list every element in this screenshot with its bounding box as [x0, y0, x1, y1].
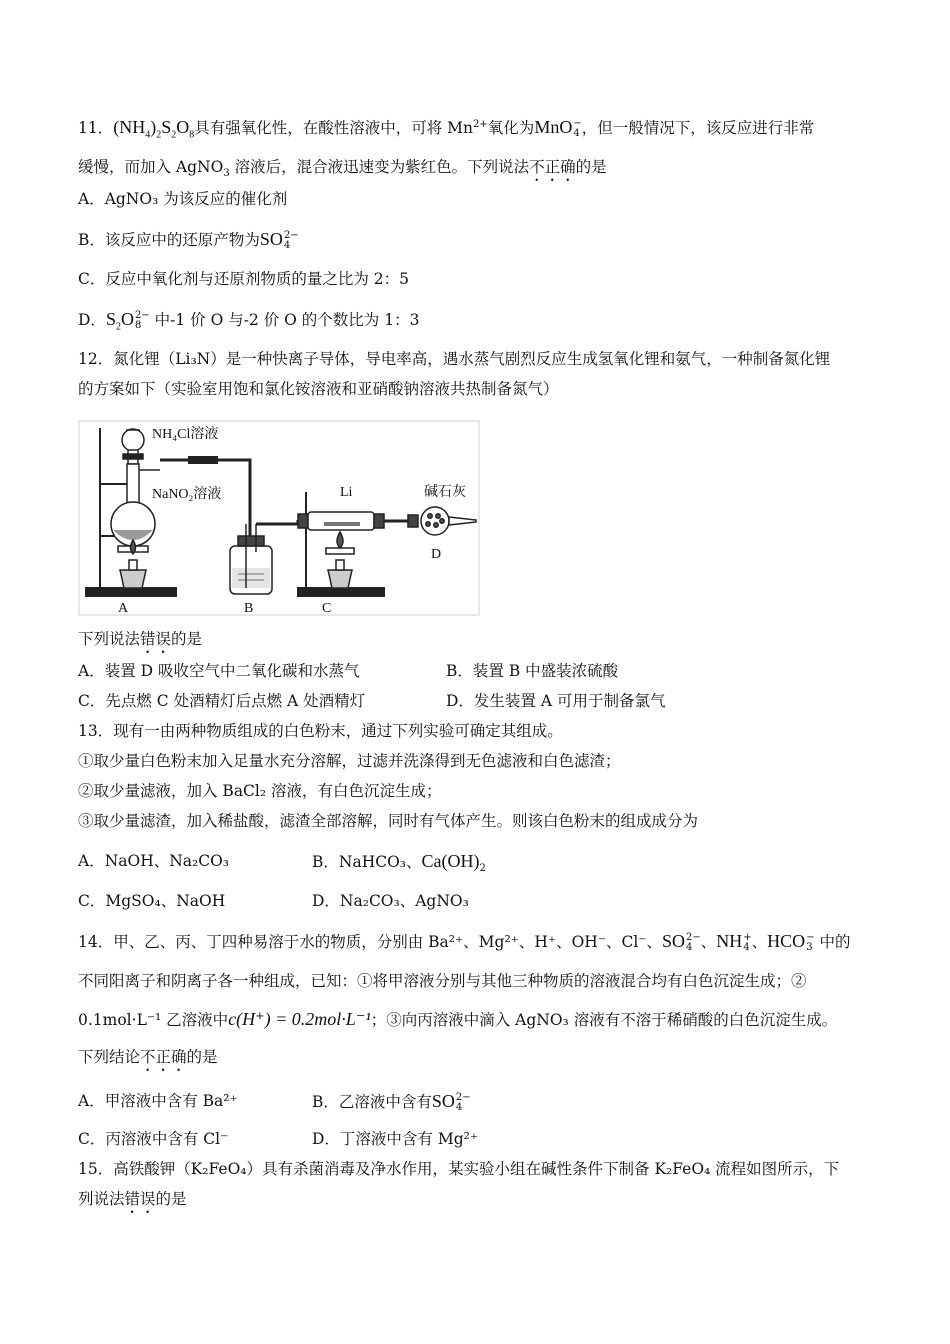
reaction-tube-c	[298, 512, 384, 530]
q14-option-b-chem: SO	[431, 1091, 455, 1111]
q11-option-d-scripts	[135, 311, 150, 331]
q11-emphasis: 不正确	[529, 158, 576, 176]
q14-stem-post: 的是	[186, 1048, 218, 1066]
q11-formula-a-sub2: 2	[156, 129, 162, 141]
q14-ion-so4-scripts	[686, 933, 701, 953]
q11-formula-b-s: S	[161, 117, 172, 137]
label-b: B	[244, 601, 254, 616]
q13-step1: ①取少量白色粉末加入足量水充分溶解，过滤并洗涤得到无色滤液和白色滤渣；	[78, 752, 621, 770]
q15-line2	[78, 1188, 187, 1217]
label-d: D	[431, 547, 442, 562]
q11-option-a: A．AgNO₃ 为该反应的催化剂	[78, 190, 288, 208]
q13-step2: ②取少量滤液，加入 BaCl₂ 溶液，有白色沉淀生成；	[78, 782, 442, 800]
q11-option-b-sub: 4	[283, 240, 291, 251]
q14-ion-so4: SO	[661, 931, 685, 951]
q11-line2-sub: 3	[223, 168, 230, 180]
q11-option-b	[78, 228, 299, 251]
q14-line3	[78, 1008, 837, 1031]
q14-ion-hco3-sub: 3	[806, 942, 813, 953]
q14-emphasis: 不正确	[140, 1048, 187, 1066]
q12-option-d: D．发生装置 A 可用于制备氯气	[446, 692, 666, 710]
q11-text3: ，但一般情况下，该反应进行非常	[581, 119, 815, 137]
label-li: Li	[340, 485, 353, 500]
q14-ion-hco3-sup: −	[806, 932, 815, 943]
q13-option-b-text: B．NaHCO₃、	[312, 853, 422, 871]
q11-option-d-sup: 2−	[134, 310, 150, 321]
q12-option-c: C．先点燃 C 处酒精灯后点燃 A 处酒精灯	[78, 692, 366, 710]
q11-option-d-chem	[105, 309, 134, 333]
q14-ion-nh4-sub: 4	[743, 942, 750, 953]
q11-option-b-chem: SO	[259, 229, 283, 249]
q14-line3-post: ；③向丙溶液中滴入 AgNO₃ 溶液有不溶于稀硝酸的白色沉淀生成。	[370, 1011, 838, 1029]
q13-option-b	[312, 850, 486, 873]
q11-mno4-sup: −	[573, 118, 582, 129]
q12-line2: 的方案如下（实验室用饱和氯化铵溶液和亚硝酸钠溶液共热制备氮气）	[78, 380, 559, 398]
q12-option-a: A．装置 D 吸收空气中二氧化碳和水蒸气	[78, 662, 360, 680]
q14-option-b	[312, 1090, 471, 1113]
q14-line3-chem: c(H⁺) = 0.2mol·L⁻¹	[228, 1009, 371, 1029]
q13-line1: 13．现有一由两种物质组成的白色粉末，通过下列实验可确定其组成。	[78, 722, 563, 740]
q11-formula-b	[161, 117, 195, 141]
q11-option-d-label: D．	[78, 311, 106, 329]
rubber-joint-ab	[188, 456, 218, 464]
q13-option-b-sub: 2	[479, 863, 486, 875]
q14-sep1: 、	[700, 933, 717, 951]
label-a: A	[118, 601, 129, 616]
q11-mno4: MnO	[534, 117, 573, 137]
q11-text2: 氧化为	[487, 119, 535, 137]
q11-number: 11．	[78, 119, 114, 137]
q14-option-b-sup: 2−	[455, 1092, 471, 1103]
q11-line1	[78, 116, 814, 139]
q11-mno4-scripts	[573, 119, 581, 139]
q11-line2	[78, 156, 607, 185]
q14-ion-so4-sup: 2−	[686, 932, 701, 943]
q12-option-b: B．装置 B 中盛装浓硫酸	[446, 662, 619, 680]
q12-emphasis: 错误	[140, 630, 172, 648]
q14-ion-hco3: HCO	[767, 931, 806, 951]
q14-option-b-sub: 4	[455, 1102, 463, 1113]
q11-option-d-sub1: 2	[115, 321, 121, 333]
q14-sep2: 、	[751, 933, 768, 951]
q11-formula-a-sub: 4	[145, 129, 151, 141]
q11-option-d-s: S	[105, 309, 116, 329]
q12-line1: 12．氮化锂（Li₃N）是一种快离子导体，导电率高，遇水蒸气剧烈反应生成氢氧化锂和氨气，一种制备氮化锂	[78, 350, 831, 368]
q11-option-d-text: 中-1 价 O 与-2 价 O 的个数比为 1：3	[149, 311, 420, 329]
q13-step3: ③取少量滤渣，加入稀盐酸，滤渣全部溶解，同时有气体产生。则该白色粉末的组成成分为	[78, 812, 699, 830]
q12-stem-post: 的是	[171, 630, 203, 648]
q14-stem-pre: 下列结论	[78, 1048, 141, 1066]
q12-stem-pre: 下列说法	[78, 630, 141, 648]
q11-line2a: 缓慢，而加入 AgNO	[78, 158, 224, 176]
q11-formula-b-sub2: 8	[189, 129, 195, 141]
apparatus-diagram	[78, 420, 480, 616]
label-soda-lime: 碱石灰	[424, 485, 466, 500]
q13-option-a: A．NaOH、Na₂CO₃	[78, 852, 230, 870]
q14-line3-pre: 0.1mol·L⁻¹ 乙溶液中	[78, 1011, 229, 1029]
q15-line2-post: 的是	[155, 1190, 187, 1208]
q11-line2c: 的是	[575, 158, 607, 176]
label-nano2: NaNO₂溶液	[152, 487, 222, 502]
q11-option-d	[78, 308, 419, 331]
q11-option-d-sub2: 8	[134, 320, 142, 331]
q11-formula-a-close: )	[150, 117, 157, 137]
separatory-funnel	[122, 429, 144, 464]
q15-emphasis: 错误	[124, 1190, 156, 1208]
q14-line1-post: 中的	[814, 933, 851, 951]
q11-option-b-text: B．该反应中的还原产物为	[78, 231, 260, 249]
q13-option-c: C．MgSO₄、NaOH	[78, 892, 226, 910]
q11-formula-a	[113, 117, 162, 141]
q14-option-a: A．甲溶液中含有 Ba²⁺	[78, 1092, 238, 1110]
q11-mno4-sub: 4	[573, 128, 580, 139]
q11-line2b: 溶液后，混合液迅速变为紫红色。下列说法	[229, 158, 530, 176]
q14-ion-so4-sub: 4	[686, 942, 693, 953]
q12-stem	[78, 628, 202, 657]
q11-formula-a-text: (NH	[113, 117, 146, 137]
q11-option-b-sup: 2−	[283, 230, 299, 241]
q14-ion-nh4: NH	[716, 931, 743, 951]
q13-option-d: D．Na₂CO₃、AgNO₃	[312, 892, 469, 910]
label-c: C	[322, 601, 332, 616]
q11-mn-charge: 2+	[473, 118, 488, 130]
q11-text1: 具有强氧化性，在酸性溶液中，可将 Mn	[194, 119, 474, 137]
q13-option-b-chem: Ca(OH)	[421, 851, 480, 871]
q14-ion-nh4-sup: +	[743, 932, 752, 943]
q14-line1-pre: 14．甲、乙、丙、丁四种易溶于水的物质，分别由 Ba²⁺、Mg²⁺、H⁺、OH⁻、Cl⁻、	[78, 933, 662, 951]
q14-stem	[78, 1046, 218, 1075]
q14-option-c: C．丙溶液中含有 Cl⁻	[78, 1130, 229, 1148]
q14-line1	[78, 930, 851, 953]
q11-formula-b-sub1: 2	[171, 129, 177, 141]
q11-option-d-o: O	[120, 309, 134, 329]
q14-ion-nh4-scripts	[743, 933, 751, 953]
q14-ion-hco3-scripts	[806, 933, 814, 953]
q11-option-b-scripts	[284, 231, 299, 251]
q15-line2-pre: 列说法	[78, 1190, 125, 1208]
q11-option-c: C．反应中氧化剂与还原剂物质的量之比为 2：5	[78, 270, 410, 288]
q15-line1: 15．高铁酸钾（K₂FeO₄）具有杀菌消毒及净水作用，某实验小组在碱性条件下制备 K₂FeO₄ 流程如图所示，下	[78, 1160, 840, 1178]
q14-line2: 不同阳离子和阴离子各一种组成，已知：①将甲溶液分别与其他三种物质的溶液混合均有白色沉淀生成；②	[78, 972, 807, 990]
q11-formula-b-o: O	[176, 117, 190, 137]
q14-option-d: D．丁溶液中含有 Mg²⁺	[312, 1130, 479, 1148]
label-nh4cl: NH₄Cl溶液	[152, 427, 219, 442]
q14-option-b-scripts	[456, 1093, 471, 1113]
q14-option-b-text: B．乙溶液中含有	[312, 1093, 432, 1111]
